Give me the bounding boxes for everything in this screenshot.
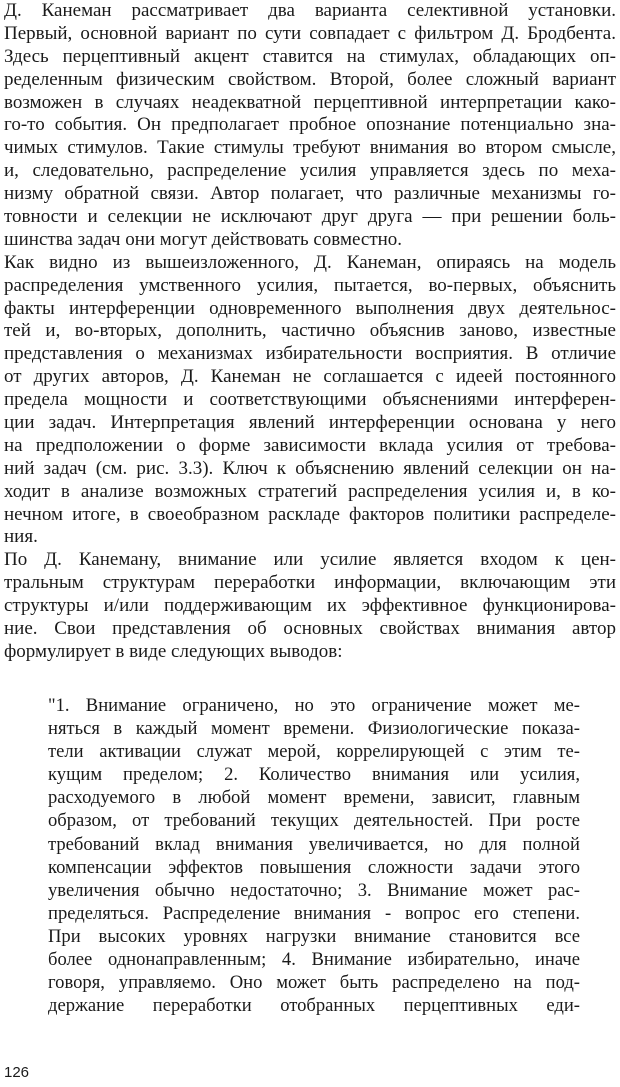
- text-line: распределения умственного усилия, пытается, во-первых, объяснить: [4, 274, 616, 296]
- text-line: Здесь перцептивный акцент ставится на стимулах, обладающих оп-: [4, 45, 616, 67]
- text-line: товности и селекции не исключают друг друга — при решении боль-: [4, 206, 616, 228]
- quote-line: кущим пределом; 2. Количество внимания или усилия,: [48, 764, 580, 786]
- quote-line: расходуемого в любой момент времени, зависит, главным: [48, 787, 580, 809]
- quote-line: компенсации эффектов повышения сложности задачи этого: [48, 856, 580, 878]
- text-line: ределенным физическим свойством. Второй, более сложный вариант: [4, 68, 616, 90]
- quote-line: "1. Внимание ограничено, но это ограничение может ме-: [48, 695, 580, 716]
- text-line: Первый, основной вариант по сути совпадает с фильтром Д. Бродбента.: [4, 22, 616, 44]
- quote-line: няться в каждый момент времени. Физиологические показа-: [48, 718, 580, 740]
- text-line: ние. Свои представления об основных свойствах внимания автор: [4, 618, 616, 640]
- quote-line: пределяться. Распределение внимания - вопрос его степени.: [48, 902, 580, 924]
- page-number: 126: [4, 1064, 30, 1081]
- text-line: на предположении о форме зависимости вклада усилия от требова-: [4, 434, 616, 456]
- text-line: чимых стимулов. Такие стимулы требуют внимания во втором смысле,: [4, 137, 616, 159]
- quote-line: тели активации служат мерой, коррелирующей с этим те-: [48, 741, 580, 763]
- text-line: Д. Канеман рассматривает два варианта селективной установки.: [4, 0, 616, 21]
- text-line: По Д. Канеману, внимание или усилие является входом к цен-: [4, 549, 616, 571]
- paragraph-3: [4, 549, 616, 663]
- quote-line: более однонаправленным; 4. Внимание избирательно, иначе: [48, 949, 580, 971]
- text-line: тральным структурам переработки информации, включающим эти: [4, 572, 616, 594]
- paragraph-1: [4, 0, 616, 252]
- text-line: предела мощности и соответствующими объяснениями интерферен-: [4, 389, 616, 411]
- text-line: структуры и/или поддерживающим их эффективное функционирова-: [4, 595, 616, 617]
- quote-line: образом, от требований текущих деятельностей. При росте: [48, 810, 580, 832]
- text-line: формулирует в виде следующих выводов:: [4, 640, 343, 662]
- text-line: тей и, во-вторых, дополнить, частично объяснив заново, известные: [4, 320, 616, 342]
- quote-line: говоря, управляемо. Оно может быть распределено на под-: [48, 972, 580, 994]
- text-line: представления о механизмах избирательности восприятия. В отличие: [4, 343, 616, 365]
- block-quote: [48, 694, 580, 1017]
- text-line: Как видно из вышеизложенного, Д. Канеман, опираясь на модель: [4, 251, 616, 273]
- quote-line: держание переработки отобранных перцептивных еди-: [48, 995, 580, 1017]
- text-line: шинства задач они могут действовать совместно.: [4, 228, 403, 250]
- text-line: факты интерференции одновременного выполнения двух деятельнос-: [4, 297, 616, 319]
- quote-line: увеличения обычно недостаточно; 3. Внимание может рас-: [48, 879, 580, 901]
- text-line: ний задач (см. рис. 3.3). Ключ к объяснению явлений селекции он на-: [4, 457, 616, 479]
- paragraph-2: [4, 252, 616, 550]
- text-line: го-то события. Он предполагает пробное опознание потенциально зна-: [4, 114, 616, 136]
- text-line: от других авторов, Д. Канеман не соглашается с идеей постоянного: [4, 366, 616, 388]
- text-line: ния.: [4, 526, 38, 548]
- text-line: ции задач. Интерпретация явлений интерференции основана у него: [4, 412, 616, 434]
- quote-line: При высоких уровнях нагрузки внимание становится все: [48, 925, 580, 947]
- body-text: [4, 0, 616, 664]
- text-line: и, следовательно, распределение усилия управляется здесь по меха-: [4, 160, 616, 182]
- quote-line: требований вклад внимания увеличивается, но для полной: [48, 833, 580, 855]
- text-line: нечном итоге, в своеобразном раскладе факторов политики распределе-: [4, 503, 616, 525]
- text-line: низму обратной связи. Автор полагает, что различные механизмы го-: [4, 183, 616, 205]
- text-line: ходит в анализе возможных стратегий распределения усилия и, в ко-: [4, 480, 616, 502]
- text-line: возможен в случаях неадекватной перцептивной интерпретации како-: [4, 91, 616, 113]
